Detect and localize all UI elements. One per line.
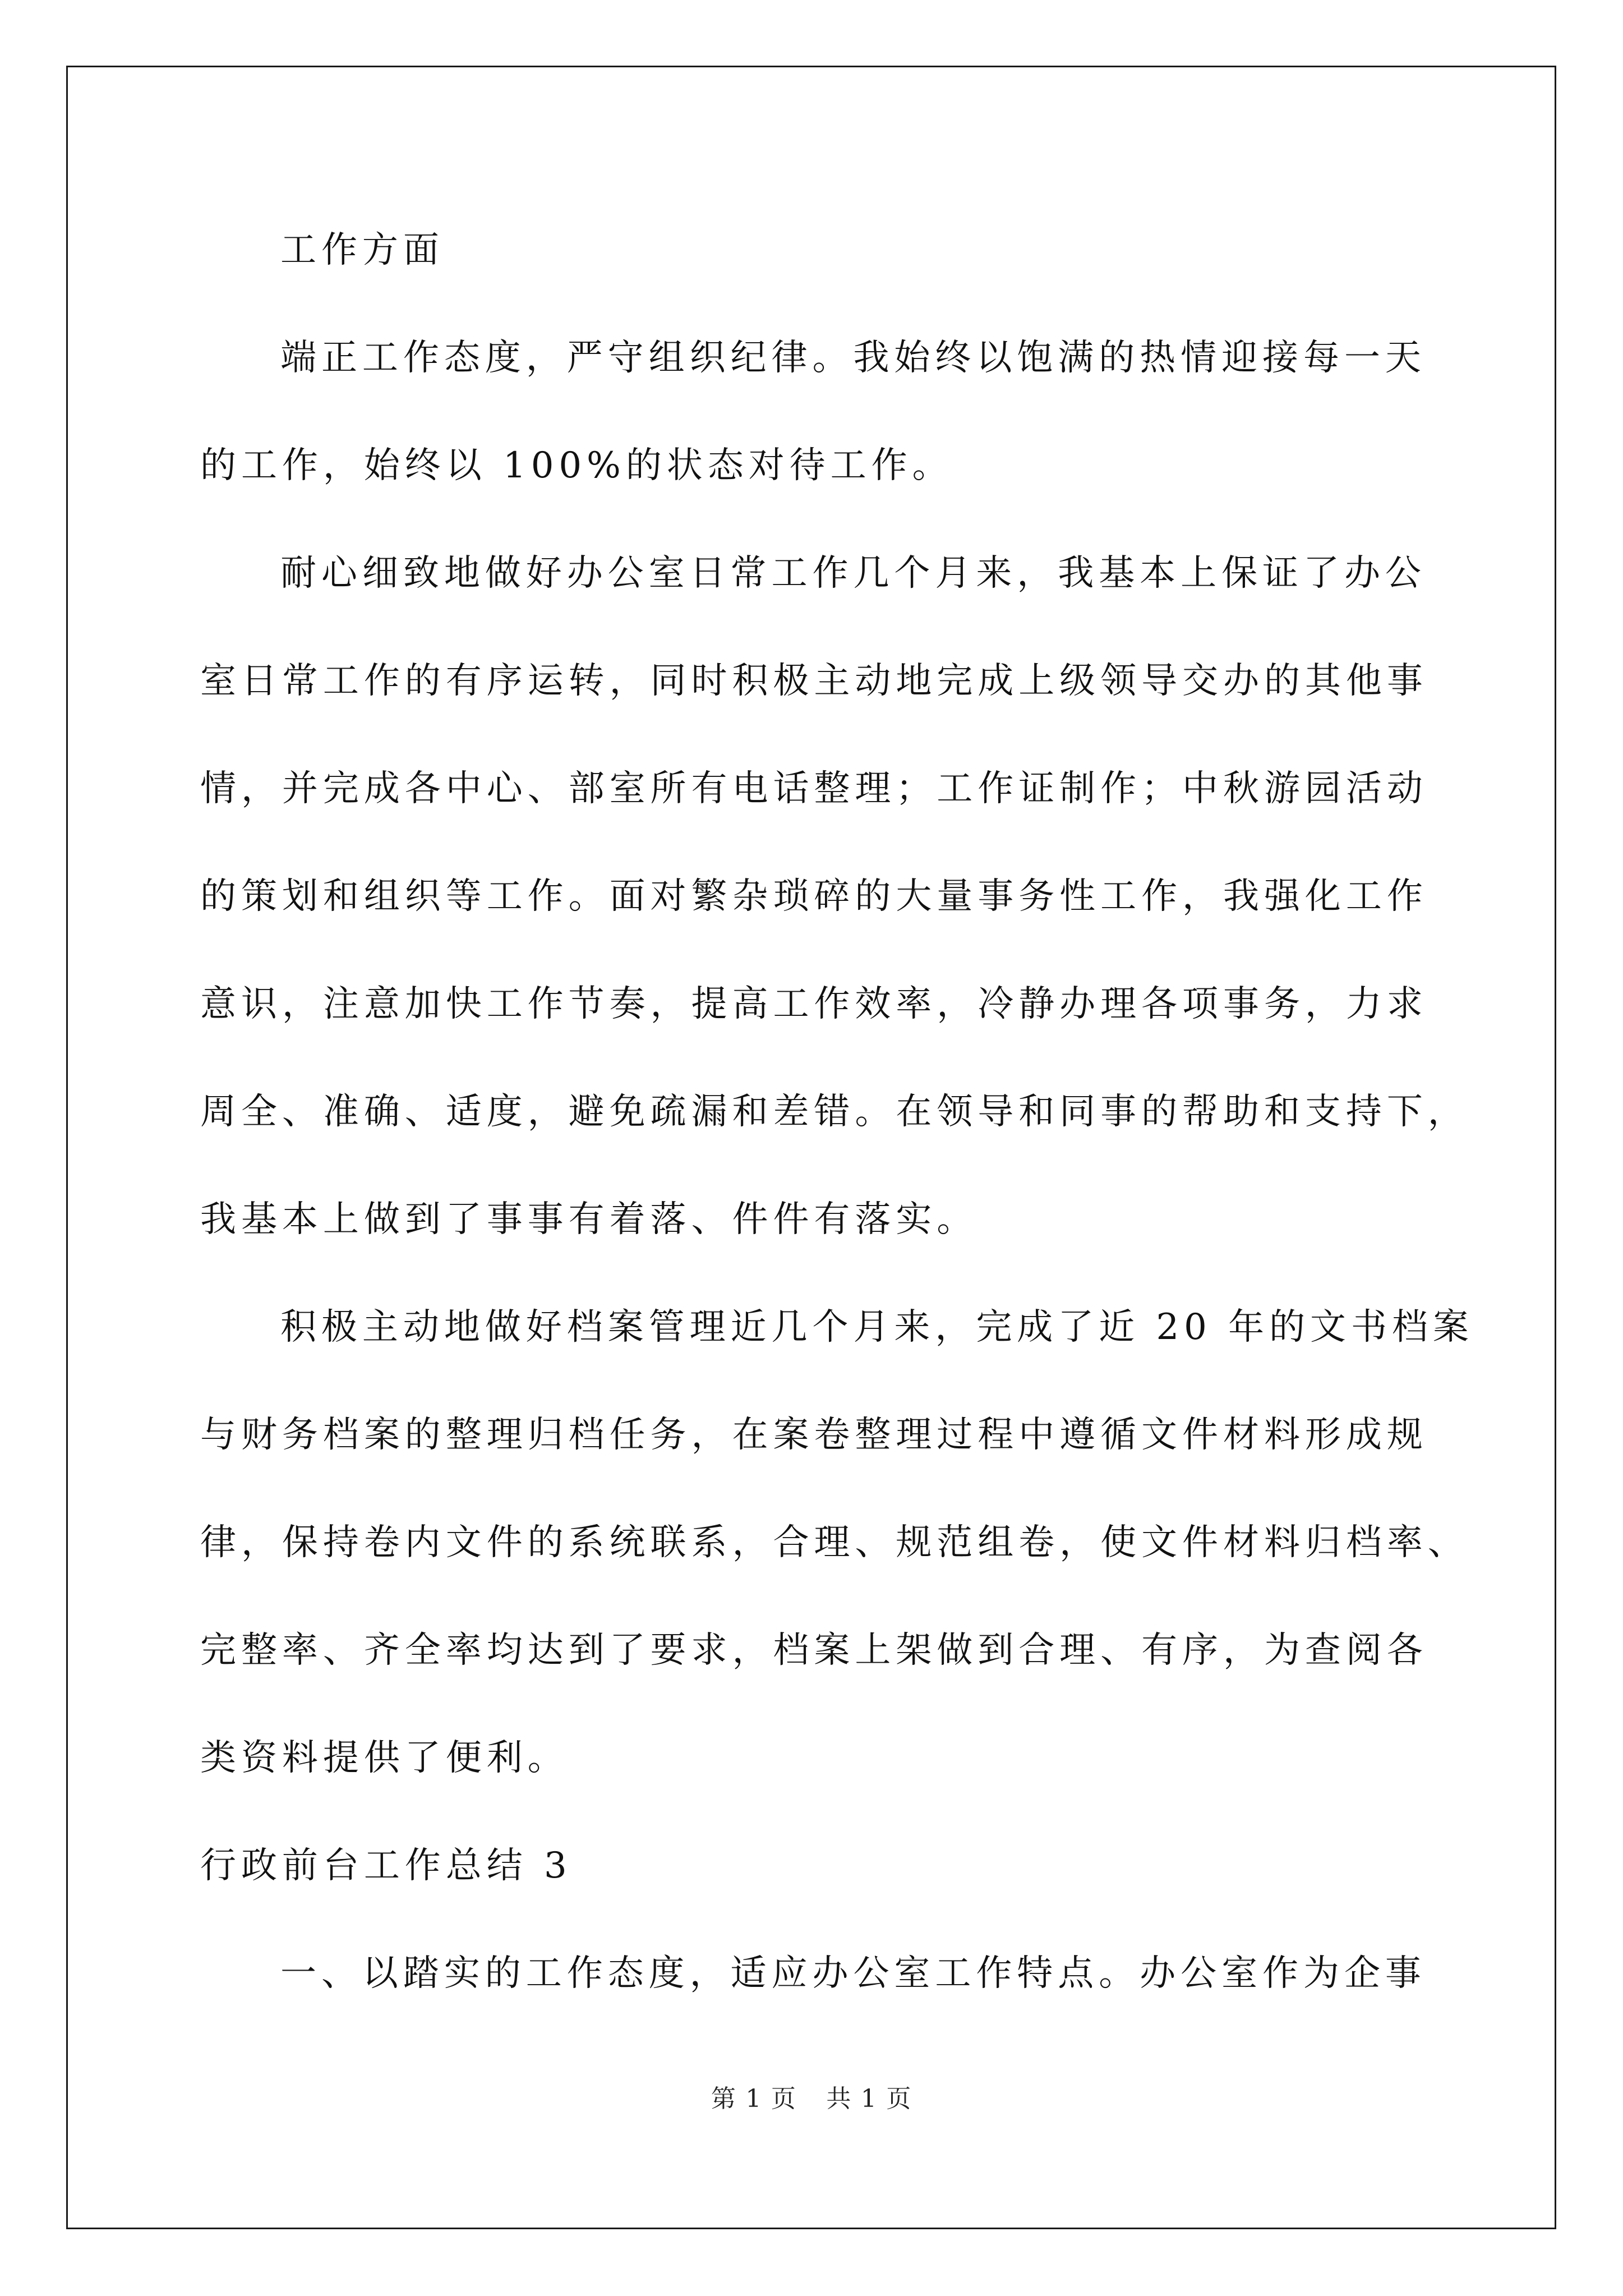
document-title: 行政前台工作总结 3: [200, 1845, 572, 1887]
paragraph-line: 耐心细致地做好办公室日常工作几个月来，我基本上保证了办公: [280, 553, 1426, 594]
paragraph-line: 积极主动地做好档案管理近几个月来，完成了近 20 年的文书档案: [280, 1306, 1474, 1348]
paragraph-line: 的策划和组织等工作。面对繁杂琐碎的大量事务性工作，我强化工作: [200, 876, 1428, 917]
paragraph-line: 意识，注意加快工作节奏，提高工作效率，冷静办理各项事务，力求: [200, 983, 1428, 1025]
paragraph-line: 一、以踏实的工作态度，适应办公室工作特点。办公室作为企事: [280, 1953, 1426, 1994]
paragraph-line: 与财务档案的整理归档任务，在案卷整理过程中遵循文件材料形成规: [200, 1414, 1428, 1456]
paragraph-line: 完整率、齐全率均达到了要求，档案上架做到合理、有序，为查阅各: [200, 1630, 1428, 1671]
page-border: [66, 66, 1556, 2229]
paragraph-line: 我基本上做到了事事有着落、件件有落实。: [200, 1199, 978, 1240]
page-total: 共 1 页: [826, 2085, 912, 2113]
page-footer: [0, 2082, 1623, 2116]
paragraph-line: 周全、准确、适度，避免疏漏和差错。在领导和同事的帮助和支持下，: [200, 1091, 1469, 1133]
section-heading: 工作方面: [280, 229, 444, 271]
paragraph-line: 律，保持卷内文件的系统联系，合理、规范组卷，使文件材料归档率、: [200, 1522, 1469, 1563]
paragraph-line: 类资料提供了便利。: [200, 1737, 569, 1779]
paragraph-line: 室日常工作的有序运转，同时积极主动地完成上级领导交办的其他事: [200, 660, 1428, 702]
paragraph-line: 情，并完成各中心、部室所有电话整理；工作证制作；中秋游园活动: [200, 768, 1428, 809]
paragraph-line: 端正工作态度，严守组织纪律。我始终以饱满的热情迎接每一天: [280, 337, 1426, 379]
paragraph-line: 的工作，始终以 100%的状态对待工作。: [200, 445, 953, 486]
page-number: 第 1 页: [711, 2085, 797, 2113]
